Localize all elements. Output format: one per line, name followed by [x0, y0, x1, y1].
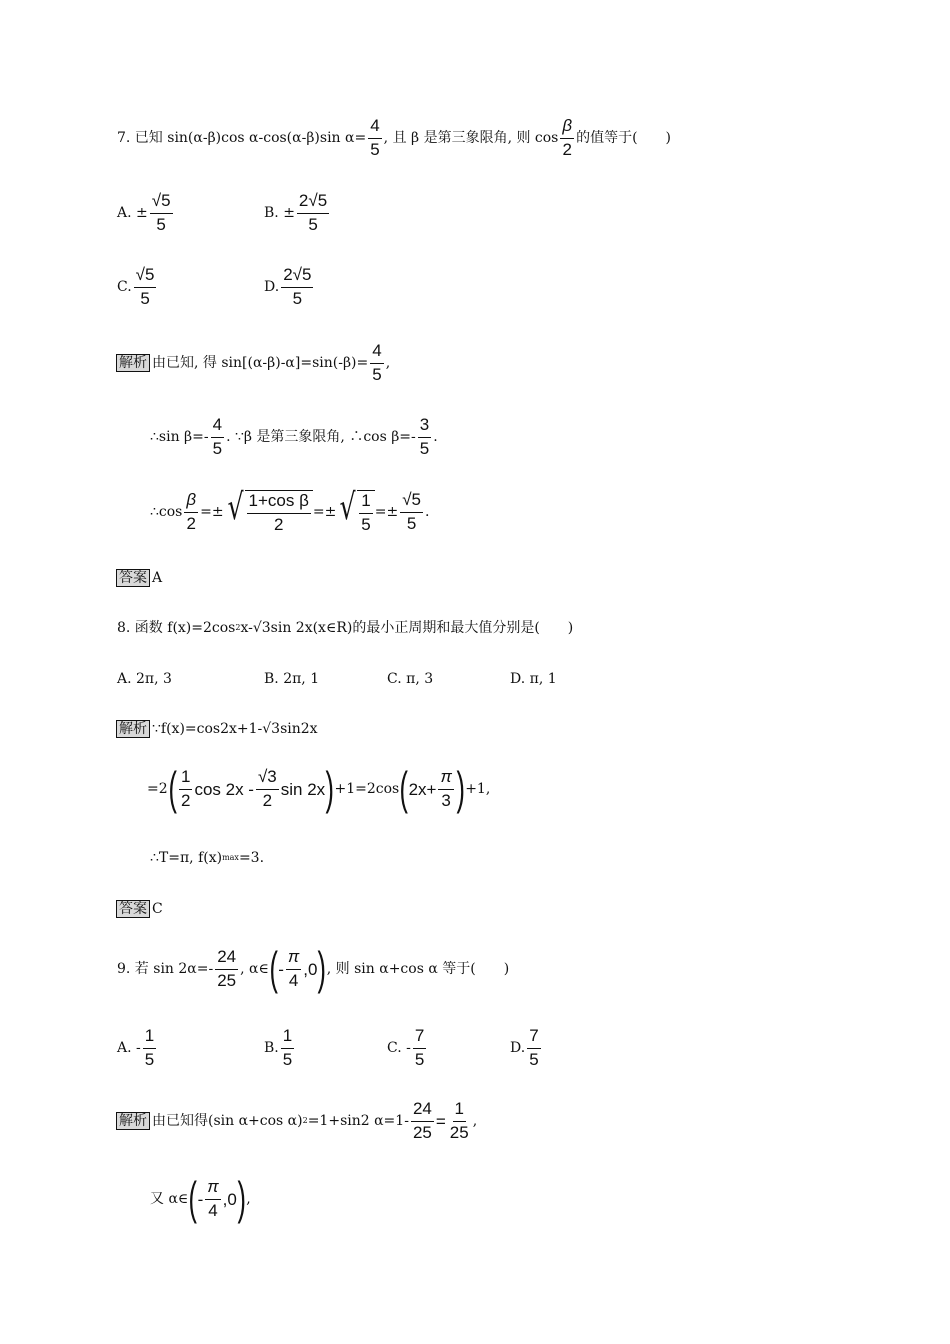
sqrt-symbol: √ $\frac{\text{1+cos β}}{2}$ — [224, 490, 313, 534]
q9-option-a: A. - $\frac{1}{5}$ — [117, 1026, 155, 1069]
q7-stem — [117, 117, 671, 159]
q7-stem-fraction: $\frac{4}{5}$ — [370, 116, 380, 159]
q9-option-b: B. $\frac{1}{5}$ — [264, 1026, 293, 1069]
jiexi-tag: 解析 — [116, 354, 150, 372]
q8-solution-line-3: ∴T=π, f(x) max =3. — [150, 850, 265, 866]
q8-solution-line-1: 解析 ∵f(x)=cos2x+1-√3sin2x — [116, 720, 318, 738]
q9-solution-line-2: 又 α∈ ( - $\frac{\pi}{4}$ ,0 ) , — [150, 1172, 251, 1225]
jiexi-tag: 解析 — [116, 720, 150, 738]
q7-option-b: B. ± $\frac{2√5}{5}$ — [264, 191, 328, 234]
q8-solution-line-2: =2 ( $\frac{1}{2}$ cos 2x - $\frac{√3}{2}$ sin 2x ) +1=2cos ( 2x+ $\frac{\pi}{3}$ ) +1, — [147, 762, 491, 815]
q7-solution-line-3: ∴cos $\frac{\beta}{2}$ =± √ $\frac{\text{1+cos β}}{2}$ =± √ $\frac{1}{5}$ =± $\frac{√5}{5}$ . — [150, 487, 430, 534]
q7-solution-line-1: 解析 由已知, 得 sin[(α-β)-α]=sin(-β)= $\frac{4}{5}$ , — [116, 342, 390, 384]
q7-stem-text-c: 的值等于( ) — [576, 130, 672, 147]
q8-option-a: A. 2π, 3 — [117, 671, 172, 687]
q7-stem-fraction-2: $\frac{\beta}{2}$ — [562, 116, 573, 159]
q8-option-c: C. π, 3 — [387, 671, 434, 687]
q7-stem-text-a: 7. 已知 sin(α-β)cos α-cos(α-β)sin α= — [117, 130, 367, 147]
q8-answer: 答案 C — [116, 900, 163, 918]
sqrt-symbol: √ $\frac{1}{5}$ — [336, 490, 374, 534]
q7-solution-line-2: ∴sin β=- $\frac{4}{5}$ . ∵β 是第三象限角, ∴cos β=- $\frac{3}{5}$ . — [150, 415, 438, 458]
q7-option-a: A. ± $\frac{√5}{5}$ — [117, 191, 171, 234]
q8-option-d: D. π, 1 — [510, 671, 557, 687]
q9-stem: 9. 若 sin 2α=- $\frac{24}{25}$ , α∈ ( - $\frac{\pi}{4}$ ,0 ) , 则 sin α+cos α 等于( ) — [117, 942, 510, 995]
q9-solution-line-1: 解析 由已知得(sin α+cos α) 2 =1+sin2 α=1- $\frac{24}{25}$ = $\frac{1}{25}$ , — [116, 1100, 477, 1142]
q7-answer: 答案 A — [116, 569, 162, 587]
q7-option-c: C. $\frac{√5}{5}$ — [117, 265, 155, 308]
q9-option-c: C. - $\frac{7}{5}$ — [387, 1026, 425, 1069]
q7-option-d: D. $\frac{2√5}{5}$ — [264, 265, 312, 308]
q9-option-d: D. $\frac{7}{5}$ — [510, 1026, 539, 1069]
q7-stem-text-b: , 且 β 是第三象限角, 则 cos — [383, 130, 559, 147]
answer-tag: 答案 — [116, 569, 150, 587]
q8-stem: 8. 函数 f(x)=2cos 2 x-√3sin 2x(x∈R)的最小正周期和最大值分别是( ) — [117, 620, 574, 636]
q8-option-b: B. 2π, 1 — [264, 671, 320, 687]
jiexi-tag: 解析 — [116, 1112, 150, 1130]
answer-tag: 答案 — [116, 900, 150, 918]
